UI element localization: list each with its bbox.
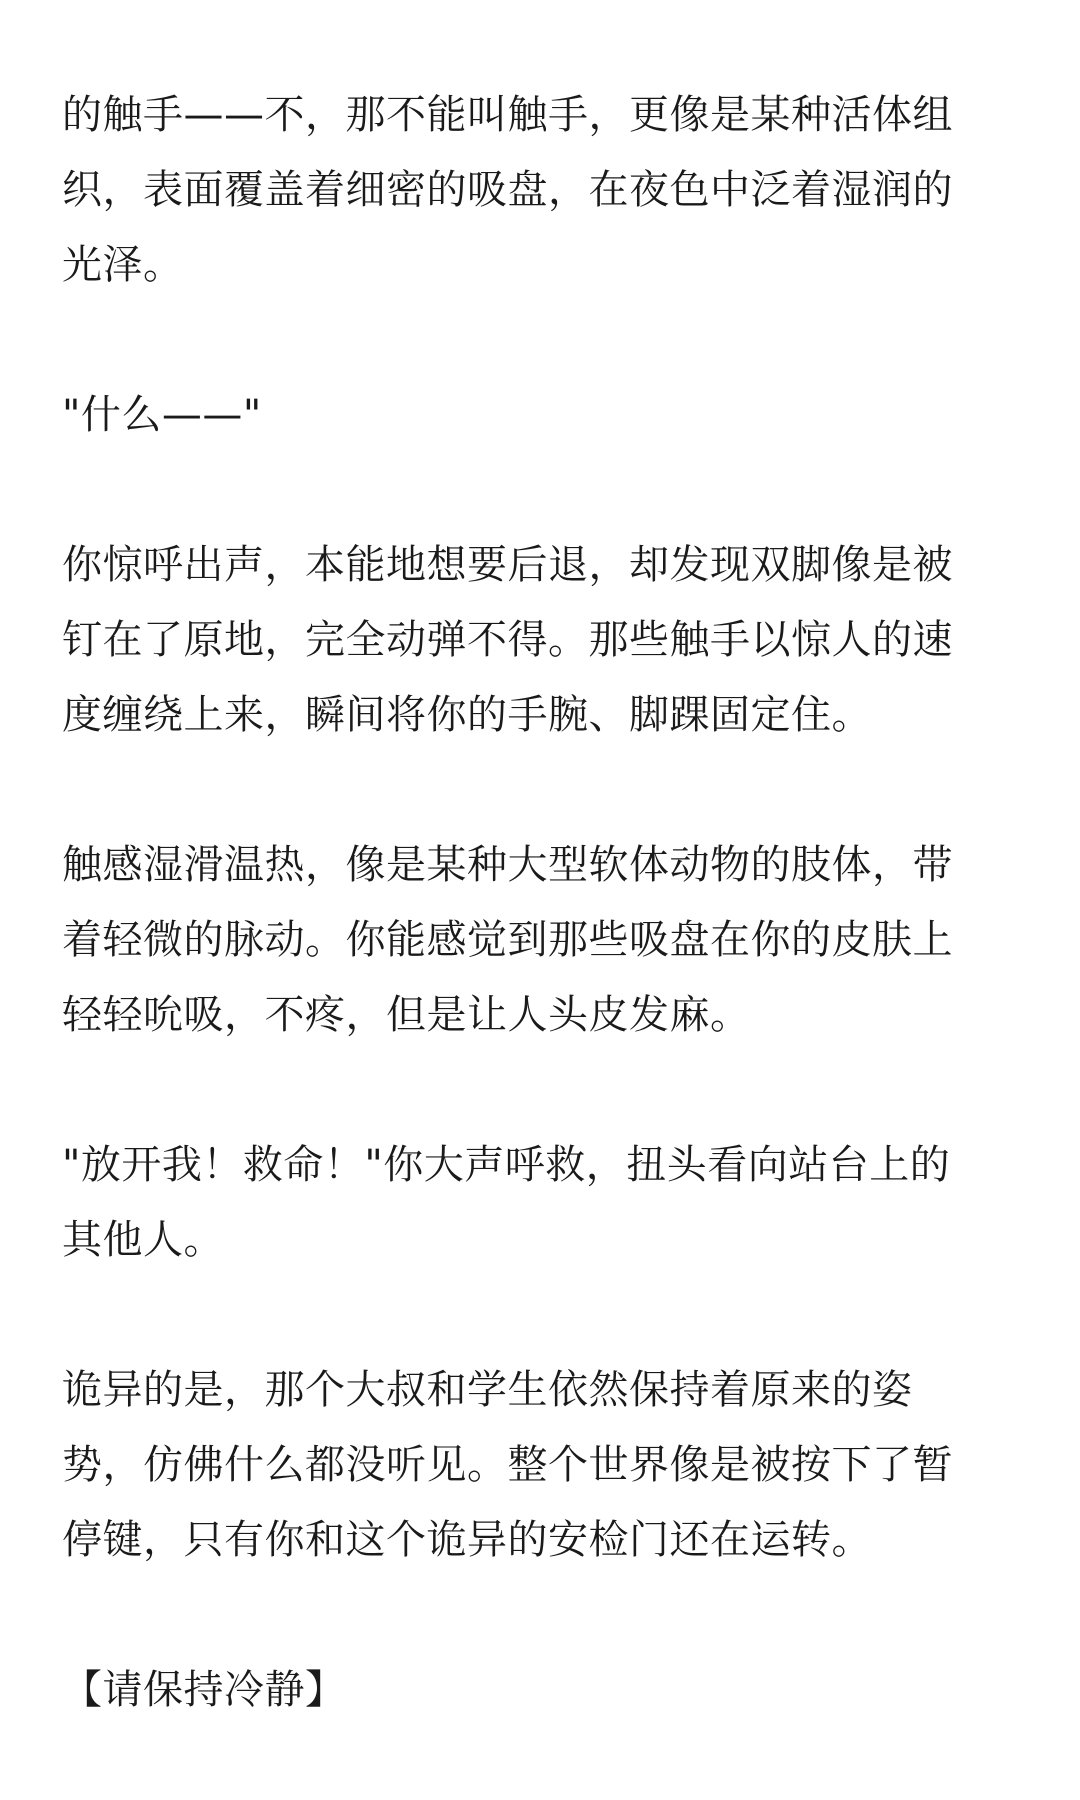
- paragraph-5: [62, 1128, 1022, 1278]
- paragraph-6: [62, 1353, 1022, 1578]
- article-body: [62, 78, 1022, 1728]
- system-prompt-text: 【请保持冷静】: [62, 1667, 346, 1713]
- paragraph-7: [62, 1653, 1022, 1728]
- paragraph-4: [62, 828, 1022, 1053]
- text-line: 光泽。: [62, 242, 184, 288]
- text-line: 度缠绕上来，瞬间将你的手腕、脚踝固定住。: [62, 692, 872, 738]
- text-line: "放开我！救命！"你大声呼救，扭头看向站台上的: [62, 1142, 951, 1188]
- text-line: 着轻微的脉动。你能感觉到那些吸盘在你的皮肤上: [62, 917, 953, 963]
- paragraph-2: [62, 378, 1022, 453]
- paragraph-3: [62, 528, 1022, 753]
- text-line: 其他人。: [62, 1217, 224, 1263]
- text-line: 钉在了原地，完全动弹不得。那些触手以惊人的速: [62, 617, 953, 663]
- text-line: 触感湿滑温热，像是某种大型软体动物的肢体，带: [62, 842, 953, 888]
- text-line: 你惊呼出声，本能地想要后退，却发现双脚像是被: [62, 542, 953, 588]
- paragraph-1: [62, 78, 1022, 303]
- text-line: 诡异的是，那个大叔和学生依然保持着原来的姿: [62, 1367, 913, 1413]
- text-line: 势，仿佛什么都没听见。整个世界像是被按下了暂: [62, 1442, 953, 1488]
- text-line: 的触手——不，那不能叫触手，更像是某种活体组: [62, 92, 953, 138]
- text-line: 织，表面覆盖着细密的吸盘，在夜色中泛着湿润的: [62, 167, 953, 213]
- text-line: 停键，只有你和这个诡异的安检门还在运转。: [62, 1517, 872, 1563]
- text-line: "什么——": [62, 392, 262, 438]
- text-line: 轻轻吮吸，不疼，但是让人头皮发麻。: [62, 992, 751, 1038]
